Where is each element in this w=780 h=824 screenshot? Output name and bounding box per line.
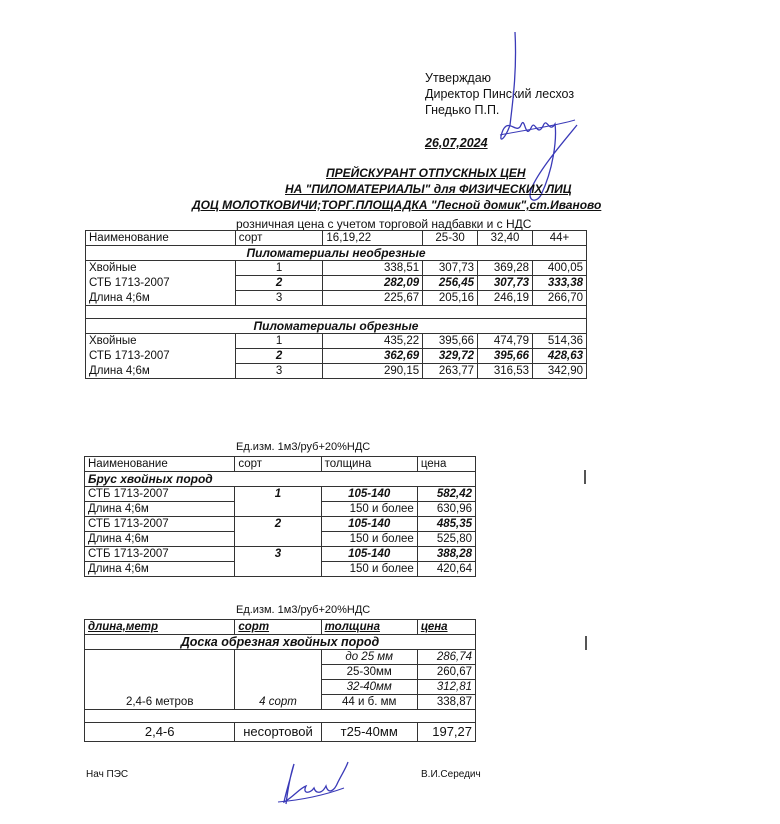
- price-cell: 290,15: [323, 364, 423, 379]
- subtitle: розничная цена с учетом торговой надбавки и с НДС: [236, 217, 532, 231]
- grade-cell: 3: [235, 547, 321, 577]
- label-cell: Длина 4;6м: [85, 502, 235, 517]
- margin-mark: [584, 470, 586, 484]
- price-cell: 395,66: [478, 349, 533, 364]
- label-cell: Длина 4;6м: [86, 291, 236, 306]
- table-row: [86, 276, 587, 291]
- economist-signature: [272, 758, 352, 808]
- price-cell: 260,67: [417, 665, 475, 680]
- header-cell: Наименование: [86, 231, 236, 246]
- thickness-cell: до 25 мм: [321, 650, 417, 665]
- header-cell: 44+: [533, 231, 587, 246]
- price-cell: 333,38: [533, 276, 587, 291]
- table-header-row: [86, 231, 587, 246]
- unit-label-beams: Ед.изм. 1м3/руб+20%НДС: [236, 441, 371, 453]
- header-cell: сорт: [235, 231, 323, 246]
- grade-cell: 1: [235, 487, 321, 517]
- table-header-row: [85, 620, 476, 635]
- table-row: [86, 291, 587, 306]
- label-cell: Длина 4;6м: [85, 532, 235, 547]
- section-title: Пиломатериалы необрезные: [86, 246, 587, 261]
- grade-cell: 1: [235, 261, 323, 276]
- price-cell: 514,36: [533, 334, 587, 349]
- section-row: [85, 635, 476, 650]
- table-row: [85, 650, 476, 665]
- grade-cell: 2: [235, 276, 323, 291]
- label-cell: Хвойные: [86, 261, 236, 276]
- grade-cell: несортовой: [235, 723, 321, 742]
- header-cell: сорт: [235, 620, 321, 635]
- price-cell: 474,79: [478, 334, 533, 349]
- price-cell: 263,77: [423, 364, 478, 379]
- section-title: Пиломатериалы обрезные: [86, 319, 587, 334]
- section-row: [86, 246, 587, 261]
- thickness-cell: 44 и б. мм: [321, 695, 417, 710]
- footer-right-name: В.И.Середич: [421, 769, 481, 780]
- price-table-lumber: [85, 230, 587, 379]
- price-cell: 312,81: [417, 680, 475, 695]
- grade-cell: 2: [235, 349, 323, 364]
- section-title: Брус хвойных пород: [85, 472, 476, 487]
- label-cell: СТБ 1713-2007: [85, 517, 235, 532]
- thickness-cell: 150 и более: [321, 562, 417, 577]
- header-cell: Наименование: [85, 457, 235, 472]
- table-row: [86, 349, 587, 364]
- label-cell: СТБ 1713-2007: [86, 276, 236, 291]
- header-cell: сорт: [235, 457, 321, 472]
- price-cell: 369,28: [478, 261, 533, 276]
- title-line-1: ПРЕЙСКУРАНТ ОТПУСКНЫХ ЦЕН: [326, 166, 526, 180]
- price-cell: 400,05: [533, 261, 587, 276]
- footer-left-label: Нач ПЭС: [86, 769, 129, 780]
- price-cell: 525,80: [417, 532, 475, 547]
- title-line-3: ДОЦ МОЛОТКОВИЧИ;ТОРГ.ПЛОЩАДКА "Лесной домик",ст.Иваново: [192, 198, 602, 212]
- thickness-cell: 105-140: [321, 517, 417, 532]
- unit-label-boards: Ед.изм. 1м3/руб+20%НДС: [236, 604, 371, 616]
- thickness-cell: 150 и более: [321, 502, 417, 517]
- table-row: [85, 723, 476, 742]
- thickness-cell: 32-40мм: [321, 680, 417, 695]
- price-cell: 338,87: [417, 695, 475, 710]
- thickness-cell: 105-140: [321, 547, 417, 562]
- thickness-cell: 105-140: [321, 487, 417, 502]
- header-cell: 16,19,22: [323, 231, 423, 246]
- section-row: [86, 319, 587, 334]
- grade-cell: 3: [235, 291, 323, 306]
- price-cell: 282,09: [323, 276, 423, 291]
- thickness-cell: 150 и более: [321, 532, 417, 547]
- header-cell: цена: [417, 457, 475, 472]
- table-row: [86, 261, 587, 276]
- header-cell: 25-30: [423, 231, 478, 246]
- price-cell: 338,51: [323, 261, 423, 276]
- price-cell: 225,67: [323, 291, 423, 306]
- price-cell: 316,53: [478, 364, 533, 379]
- price-table-beams: [84, 456, 476, 577]
- grade-cell: 4 сорт: [235, 650, 321, 710]
- table-row: [86, 334, 587, 349]
- grade-cell: 1: [235, 334, 323, 349]
- label-cell: Длина 4;6м: [86, 364, 236, 379]
- grade-cell: 3: [235, 364, 323, 379]
- length-cell: 2,4-6 метров: [85, 650, 235, 710]
- price-cell: 197,27: [417, 723, 475, 742]
- approval-line-3: Гнедько П.П.: [425, 103, 500, 117]
- price-cell: 342,90: [533, 364, 587, 379]
- price-table-boards: [84, 619, 476, 742]
- section-title: Доска обрезная хвойных пород: [85, 635, 476, 650]
- section-row: [85, 472, 476, 487]
- price-cell: 395,66: [423, 334, 478, 349]
- label-cell: СТБ 1713-2007: [85, 487, 235, 502]
- price-cell: 266,70: [533, 291, 587, 306]
- header-cell: 32,40: [478, 231, 533, 246]
- price-cell: 435,22: [323, 334, 423, 349]
- table-header-row: [85, 457, 476, 472]
- price-cell: 307,73: [423, 261, 478, 276]
- approval-date: 26,07,2024: [425, 136, 488, 150]
- table-row: [85, 517, 476, 532]
- price-cell: 256,45: [423, 276, 478, 291]
- thickness-cell: т25-40мм: [321, 723, 417, 742]
- header-cell: цена: [417, 620, 475, 635]
- table-row: [85, 547, 476, 562]
- price-cell: 286,74: [417, 650, 475, 665]
- title-line-2: НА "ПИЛОМАТЕРИАЛЫ" для ФИЗИЧЕСКИХ ЛИЦ: [285, 182, 572, 196]
- table-row: [86, 364, 587, 379]
- length-cell: 2,4-6: [85, 723, 235, 742]
- price-cell: 428,63: [533, 349, 587, 364]
- price-cell: 582,42: [417, 487, 475, 502]
- thickness-cell: 25-30мм: [321, 665, 417, 680]
- price-cell: 205,16: [423, 291, 478, 306]
- spacer-row: [86, 306, 587, 319]
- approval-line-1: Утверждаю: [425, 71, 492, 85]
- approval-line-2: Директор Пинский лесхоз: [425, 87, 575, 101]
- label-cell: Хвойные: [86, 334, 236, 349]
- label-cell: Длина 4;6м: [85, 562, 235, 577]
- header-cell: толщина: [321, 457, 417, 472]
- label-cell: СТБ 1713-2007: [85, 547, 235, 562]
- table-row: [85, 487, 476, 502]
- price-cell: 630,96: [417, 502, 475, 517]
- margin-mark: [585, 636, 587, 650]
- price-cell: 362,69: [323, 349, 423, 364]
- spacer-row: [85, 710, 476, 723]
- header-cell: толщина: [321, 620, 417, 635]
- price-cell: 485,35: [417, 517, 475, 532]
- grade-cell: 2: [235, 517, 321, 547]
- header-cell: длина,метр: [85, 620, 235, 635]
- price-cell: 246,19: [478, 291, 533, 306]
- price-cell: 329,72: [423, 349, 478, 364]
- price-cell: 420,64: [417, 562, 475, 577]
- price-cell: 388,28: [417, 547, 475, 562]
- label-cell: СТБ 1713-2007: [86, 349, 236, 364]
- price-cell: 307,73: [478, 276, 533, 291]
